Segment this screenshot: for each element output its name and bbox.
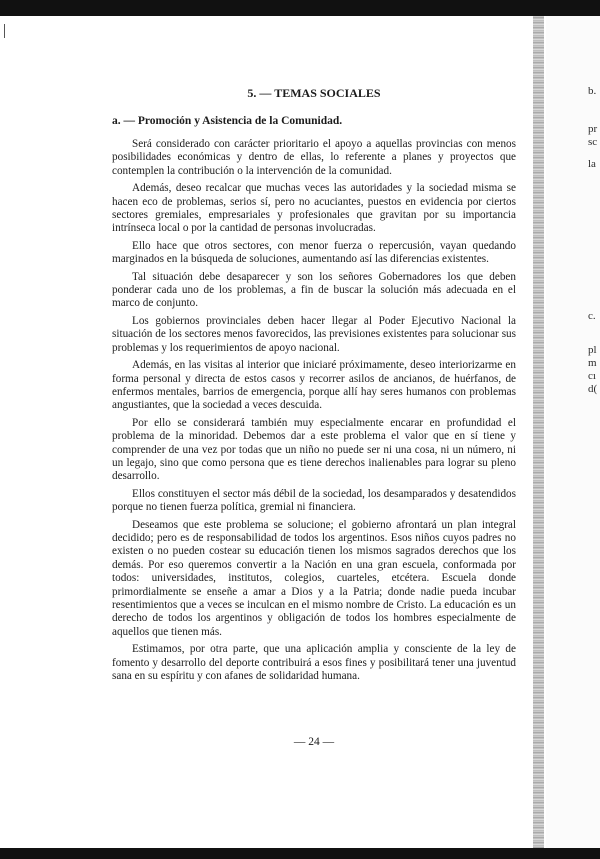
adjacent-fragment: cı [588, 370, 596, 382]
adjacent-fragment: la [588, 158, 596, 170]
adjacent-fragment: pr [588, 123, 598, 135]
adjacent-fragment: pl [588, 344, 597, 356]
adjacent-fragment: c. [588, 310, 596, 322]
adjacent-fragment: m [588, 357, 597, 369]
paragraph: Por ello se considerará también muy especialmente encarar en profundidad el problema de la minoridad. Debemos dar a este problema el valor que en sí tiene y comprender de una vez por todas que un niño no puede ser ni una cosa, ni un número, ni un legajo, sino que como persona que es tiene derechos inalienables para lograr su pleno desarrollo. [112, 416, 516, 483]
paragraph: Será considerado con carácter prioritario el apoyo a aquellas provincias con menos posibilidades económicas y dentro de ellas, lo referente a planes y proyectos que contemplen la contribución o la intervención de la comunidad. [112, 138, 516, 177]
scan-bottom-border [0, 848, 600, 859]
paragraph: Estimamos, por otra parte, que una aplicación amplia y consciente de la ley de fomento y desarrollo del deporte contribuirá a esos fines y posibilitará tener una juventud sana en su espíritu y con afanes de solidaridad humana. [112, 643, 516, 683]
scan-top-border [0, 0, 600, 16]
adjacent-fragment: d( [588, 383, 598, 395]
adjacent-fragment: b. [588, 85, 597, 97]
book-gutter [533, 16, 544, 848]
paragraph: Ellos constituyen el sector más débil de la sociedad, los desamparados y desatendidos porque no tienen fuerza política, gremial ni financiera. [112, 487, 516, 514]
page-number: — 24 — [293, 736, 335, 748]
adjacent-page-edge [546, 16, 600, 848]
paragraph: Ello hace que otros sectores, con menor fuerza o repercusión, vayan quedando marginados en la búsqueda de soluciones, aumentando así las diferencias existentes. [112, 239, 516, 266]
paragraph: Además, en las visitas al interior que iniciaré próximamente, deseo interiorizarme en forma personal y directa de estos casos y recorrer asilos de ancianos, de huérfanos, de enfermos mentales, barrios de emergencia, porque allí hay seres humanos con problemas angustiantes, que la sociedad a veces descuida. [112, 359, 516, 412]
paragraph: Deseamos que este problema se solucione; el gobierno afrontará un plan integral decidido; pero es de responsabilidad de todos los argentinos. Esos niños cuyos padres no existen o no pueden costear su educación tienen los mismos sagrados derechos que los demás. Por eso queremos convertir a la Nación en una gran escuela, conformada por todos: universidades, institutos, colegios, cuarteles, etcétera. Escuela donde primordialmente se enseñe a amar a Dios y a la Patria; donde nadie pueda incubar resentimientos que a veces se inculcan en el mismo nombre de Cristo. La educación es un derecho de todos los argentinos y obligación de todos los hombres especialmente de aquellos que tienen más. [112, 518, 516, 638]
section-title: 5. — TEMAS SOCIALES [247, 86, 381, 100]
scan-margin-mark [4, 24, 5, 38]
paragraph: Los gobiernos provinciales deben hacer llegar al Poder Ejecutivo Nacional la situación de los sectores menos favorecidos, las previsiones existentes para solucionar sus problemas y los requerimientos de apoyo nacional. [112, 314, 516, 354]
adjacent-fragment: sc [588, 136, 598, 148]
paragraph: Además, deseo recalcar que muchas veces las autoridades y la sociedad misma se hacen eco de problemas, serios sí, pero no acuciantes, puestos en evidencia por ciertos sectores gremiales, empresariales y profesionales que gravitan por su importancia intrínseca local o por la cantidad de personas involucradas. [112, 182, 516, 235]
document-page [112, 86, 516, 748]
paragraph: Tal situación debe desaparecer y son los señores Gobernadores los que deben ponderar cada uno de los problemas, a fin de buscar la solución más adecuada en el marco de conjunto. [112, 270, 516, 310]
subsection-title: a. — Promoción y Asistencia de la Comunidad. [112, 115, 343, 127]
